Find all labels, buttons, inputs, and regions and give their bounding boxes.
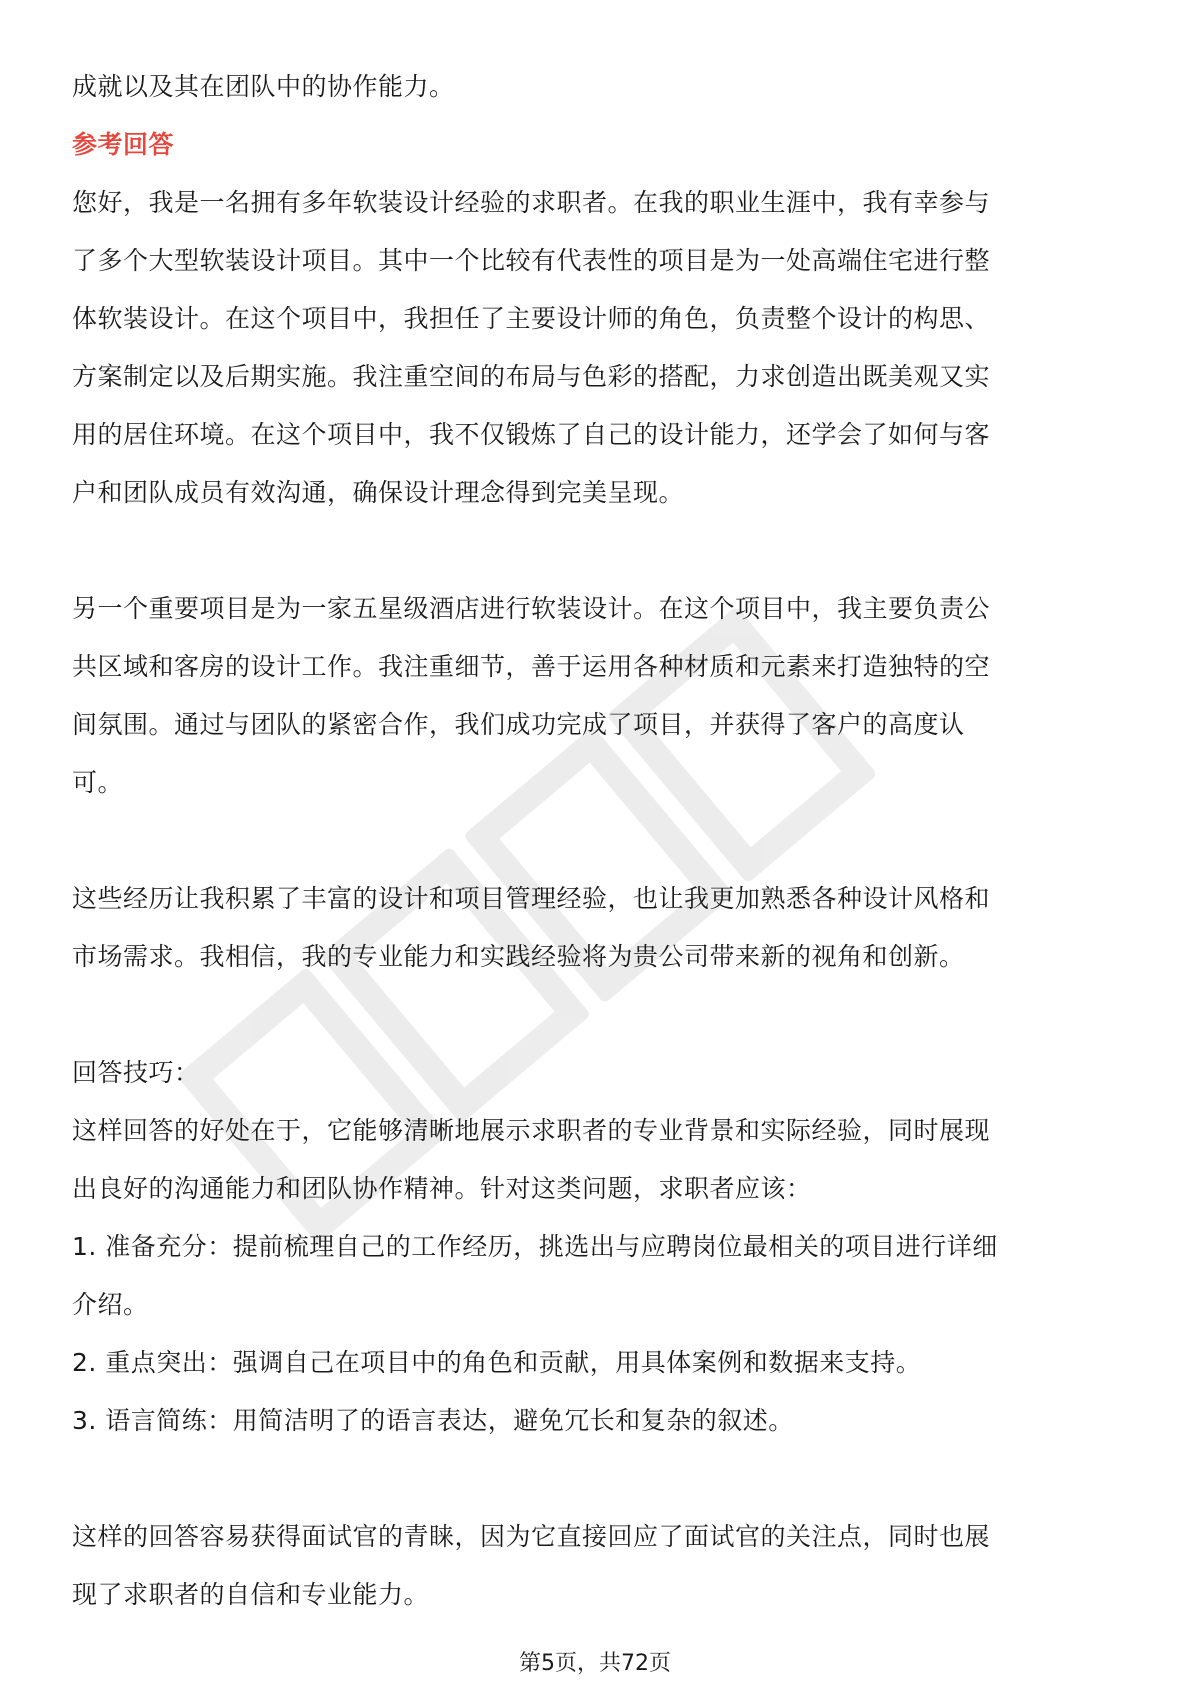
text-line: 用的居住环境。在这个项目中，我不仅锻炼了自己的设计能力，还学会了如何与客 xyxy=(72,420,991,449)
text-line: 成就以及其在团队中的协作能力。 xyxy=(72,72,455,101)
text-line: 间氛围。通过与团队的紧密合作，我们成功完成了项目，并获得了客户的高度认 xyxy=(72,710,965,739)
text-line: 可。 xyxy=(72,768,124,797)
text-line: 另一个重要项目是为一家五星级酒店进行软装设计。在这个项目中，我主要负责公 xyxy=(72,594,991,623)
text-line: 您好，我是一名拥有多年软装设计经验的求职者。在我的职业生涯中，我有幸参与 xyxy=(72,188,991,217)
document-body xyxy=(72,58,1122,1624)
section-heading: 参考回答 xyxy=(72,130,175,159)
text-line: 介绍。 xyxy=(72,1290,149,1319)
text-line: 1. 准备充分：提前梳理自己的工作经历，挑选出与应聘岗位最相关的项目进行详细 xyxy=(72,1232,998,1261)
page-number: 第5页，共72页 xyxy=(519,1651,671,1676)
text-line: 户和团队成员有效沟通，确保设计理念得到完美呈现。 xyxy=(72,478,685,507)
text-line: 出良好的沟通能力和团队协作精神。针对这类问题，求职者应该： xyxy=(72,1174,812,1203)
paragraph-gap xyxy=(72,812,1122,870)
text-line: 2. 重点突出：强调自己在项目中的角色和贡献，用具体案例和数据来支持。 xyxy=(72,1348,922,1377)
text-line: 这样的回答容易获得面试官的青睐，因为它直接回应了面试官的关注点，同时也展 xyxy=(72,1522,991,1551)
text-line: 体软装设计。在这个项目中，我担任了主要设计师的角色，负责整个设计的构思、 xyxy=(72,304,991,333)
text-line: 了多个大型软装设计项目。其中一个比较有代表性的项目是为一处高端住宅进行整 xyxy=(72,246,991,275)
text-line: 共区域和客房的设计工作。我注重细节，善于运用各种材质和元素来打造独特的空 xyxy=(72,652,991,681)
text-line: 3. 语言简练：用简洁明了的语言表达，避免冗长和复杂的叙述。 xyxy=(72,1406,794,1435)
paragraph-gap xyxy=(72,1450,1122,1508)
text-line: 这样回答的好处在于，它能够清晰地展示求职者的专业背景和实际经验，同时展现 xyxy=(72,1116,991,1145)
text-line: 这些经历让我积累了丰富的设计和项目管理经验，也让我更加熟悉各种设计风格和 xyxy=(72,884,991,913)
text-line: 市场需求。我相信，我的专业能力和实践经验将为贵公司带来新的视角和创新。 xyxy=(72,942,965,971)
text-line: 现了求职者的自信和专业能力。 xyxy=(72,1580,430,1609)
paragraph-gap xyxy=(72,522,1122,580)
text-line: 方案制定以及后期实施。我注重空间的布局与色彩的搭配，力求创造出既美观又实 xyxy=(72,362,991,391)
paragraph-gap xyxy=(72,986,1122,1044)
text-line: 回答技巧： xyxy=(72,1058,200,1087)
